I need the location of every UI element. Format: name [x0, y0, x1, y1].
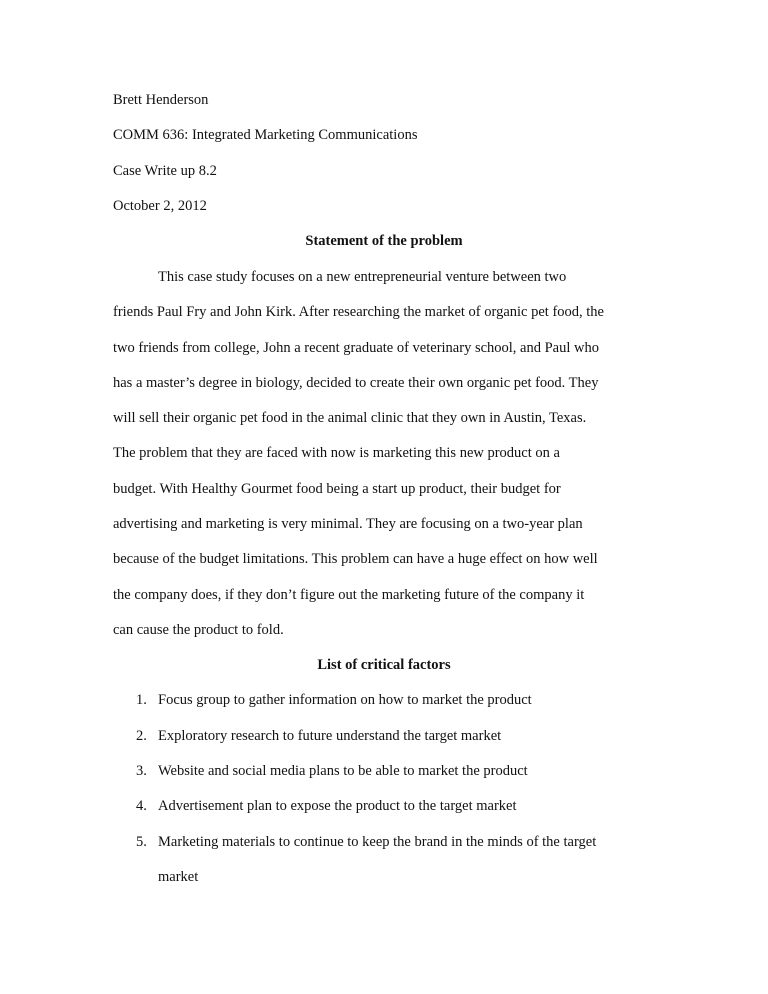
list-item-number: 3.	[136, 763, 147, 779]
list-item: Advertisement plan to expose the product to the target market	[158, 798, 517, 814]
assignment-title: Case Write up 8.2	[113, 163, 217, 179]
list-item: Marketing materials to continue to keep the brand in the minds of the target	[158, 834, 597, 850]
course-title: COMM 636: Integrated Marketing Communications	[113, 127, 418, 143]
author-name: Brett Henderson	[113, 92, 209, 108]
list-item-number: 2.	[136, 728, 147, 744]
paragraph-line: has a master’s degree in biology, decided to create their own organic pet food. They	[113, 375, 599, 391]
list-item: Focus group to gather information on how to market the product	[158, 692, 532, 708]
document-date: October 2, 2012	[113, 198, 207, 214]
list-item-continuation: market	[158, 869, 199, 885]
paragraph-line: two friends from college, John a recent graduate of veterinary school, and Paul who	[113, 340, 599, 356]
problem-heading: Statement of the problem	[305, 233, 463, 249]
list-item: Exploratory research to future understand the target market	[158, 728, 502, 744]
paragraph-line: This case study focuses on a new entrepreneurial venture between two	[158, 269, 567, 285]
paragraph-line: can cause the product to fold.	[113, 622, 284, 638]
paragraph-line: advertising and marketing is very minimal. They are focusing on a two-year plan	[113, 516, 583, 532]
list-item: Website and social media plans to be able to market the product	[158, 763, 528, 779]
list-item-number: 4.	[136, 798, 147, 814]
factors-heading: List of critical factors	[317, 657, 451, 673]
paragraph-line: will sell their organic pet food in the animal clinic that they own in Austin, Texas.	[113, 410, 587, 426]
list-item-number: 1.	[136, 692, 147, 708]
paragraph-line: The problem that they are faced with now is marketing this new product on a	[113, 445, 560, 461]
paragraph-line: the company does, if they don’t figure out the marketing future of the company it	[113, 587, 585, 603]
list-item-number: 5.	[136, 834, 147, 850]
paragraph-line: because of the budget limitations. This problem can have a huge effect on how well	[113, 551, 598, 567]
paragraph-line: budget. With Healthy Gourmet food being a start up product, their budget for	[113, 481, 561, 497]
paragraph-line: friends Paul Fry and John Kirk. After researching the market of organic pet food, the	[113, 304, 604, 320]
